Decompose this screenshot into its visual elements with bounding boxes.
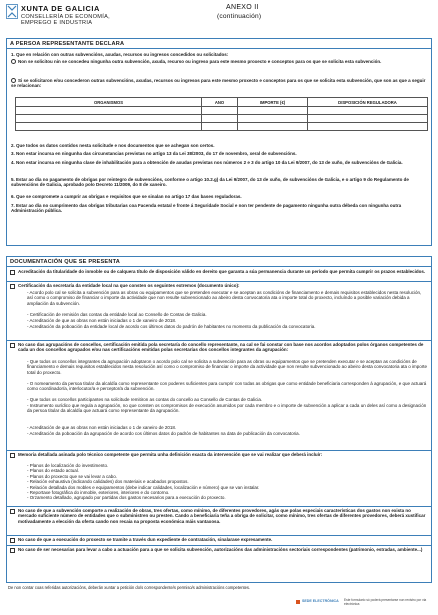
checkbox-title-deed[interactable] (10, 270, 15, 275)
doc-contracting-label: No caso de que a execución do proxecto se tramite a través dun expediente de contratación, sinalarase expresamente. (18, 537, 273, 542)
doc-secretary-cert-c: - Acreditación de que as obras non están iniciadas o 1 de xaneiro de 2018. (27, 318, 177, 323)
doc-secretary-cert-b: - Certificación de remisión das contas da entidade local ao Consello de Contas de Galicia. (27, 312, 207, 317)
footer-brand-name: SEDE ELECTRÓNICA (302, 599, 339, 603)
option-other-aid-label: Si se solicitaron e/ou concederon outras subvencións, axudas, recursos ou ingresos para este mesmo proxecto e conceptos para os que se solicita esta subvención, que son as que a seguir se relacionan: (11, 78, 426, 89)
documentation-section (6, 256, 432, 583)
declaration-item-3: 3. Non estar incursa en ningunha das circunstancias previstas no artigo 13 da Lei 38/2003, do 17 de novembro, xeral de subvencións. (11, 151, 297, 156)
doc-row-secretary-certificate (7, 282, 431, 341)
checkbox-technical-report[interactable] (10, 453, 15, 458)
footer-brand-desc: Este formulario só poderá presentarse nun rexistro por via electrónica (344, 598, 427, 606)
doc-authorizations-label: No caso de ser necesarias para levar a cabo a actuación para a que se solicita subvención, autorizacións das administracións sectoriais correspondentes (patrimonio, estradas, ambiente...) (18, 547, 423, 552)
checkbox-authorizations[interactable] (10, 548, 15, 553)
checkbox-secretary-certificate[interactable] (10, 284, 15, 289)
radio-no-other-aid[interactable] (11, 59, 16, 64)
col-disposicion: DISPOSICIÓN REGULADORA (308, 98, 428, 107)
doc-row-title-deed (7, 268, 431, 282)
col-importe: IMPORTE (€) (238, 98, 308, 107)
doc-grouping-cert-c: - Que todos os concellos participantes na solicitude remitiron as contas do concello ao Consello de Contas de Galicia. (27, 397, 263, 402)
declaration-item-7: 7. Estar ao día no cumprimento das obrigas tributarias coa Facenda estatal e fronte á Seguridade Social e non ter pendente de pagamento ningunha outra débeda con ningunha outra Administración pública. (11, 203, 402, 214)
section-title: DOCUMENTACIÓN QUE SE PRESENTA (7, 257, 431, 267)
list-item: - Planos do proxecto que se vai levar a cabo. (27, 473, 118, 479)
section-title: A PERSOA REPRESENTANTE DECLARA (7, 39, 431, 49)
annex-title: ANEXO II (226, 4, 259, 11)
col-ano: ANO (202, 98, 238, 107)
checkbox-contracting[interactable] (10, 538, 15, 543)
org-dept-line2: EMPREGO E INDUSTRIA (21, 20, 93, 27)
table-row[interactable] (16, 115, 428, 123)
sede-logo-icon (296, 600, 300, 604)
declaration-item-2: 2. Que todos os datos contidos nesta solicitude e nos documentos que se achegan son certos. (11, 143, 215, 148)
other-aid-table (15, 97, 428, 131)
doc-grouping-cert-label: No caso das agrupacións de concellos, certificación emitida pola secretaría do concello representante, na cal se fai constar con base nos acordos adoptados polos órganos competentes de cada un dos concellos agrupados e/ou nas certificacións emitidas polas secretarías dos concellos integrantes da agrupación: (18, 342, 424, 353)
doc-secretary-cert-d: - Acreditación da poboación da entidade local de acordo cos últimos datos do padrón de habitantes no momento da publicación da convocatoria. (27, 324, 316, 329)
table-header-row (16, 98, 428, 107)
list-item: - Reportaxe fotográfica do inmoble, exteriores, interiores e do contorno. (27, 490, 170, 496)
doc-grouping-cert-b: - O nomeamento da persoa titular da alcaldía como representante con poderes suficientes para cumprir con todas as obrigas que como entidade beneficiaria corresponden á agrupación, e que actuará como coordinador/a, interlocutor/a e perceptor/a da subvención. (27, 381, 427, 392)
doc-title-deed-label: Acreditación da titularidade do inmoble ou de calquera título de disposición válido en dereito que garanta a súa permanencia durante un período que permita cumprir os prazos establecidos. (18, 269, 426, 274)
list-item: - Relación detallada dos mobles e equipamentos (debe indicar calidades, localización e número) que se van instalar. (27, 484, 260, 490)
doc-technical-report-items (27, 463, 427, 501)
option-other-aid[interactable] (11, 78, 429, 89)
list-item: - Orzamento detallado, agrupado por partidas dos gastos necesarios para a execución do proxecto. (27, 495, 226, 501)
doc-row-authorizations (7, 546, 431, 561)
footer-note: De non contar coas referidas autorizacións, deberán xuntar a petición do/s correspondente/s permiso/s administracións competentes. (8, 585, 251, 590)
doc-row-three-offers (7, 507, 431, 536)
list-item: - Planos do estado actual. (27, 468, 80, 474)
declaration-item-4: 4. Non estar incursa en ningunha clase de inhabilitación para a obtención de axudas previstas nos números 2 e 3 do artigo 10 da Lei 9/2007, do 13 de xuño, de subvencións de Galicia. (11, 160, 403, 165)
option-no-other-aid[interactable] (11, 59, 429, 64)
declaration-item-1: 1. Que en relación con outras subvencións, axudas, recursos ou ingresos concedidos ou solicitados: (11, 52, 229, 57)
col-organismos: ORGANISMOS (16, 98, 202, 107)
declaration-section (6, 38, 432, 246)
doc-grouping-cert-d: - Instrumento xurídico que regula a agrupación, no que consten os compromisos de execución asumidos por cada membro e o importe de subvención a aplicar a cada un deles así como a designación da persoa titular da alcaldía que actuará como representante da agrupación. (27, 403, 427, 414)
doc-row-grouping-certificate (7, 341, 431, 451)
list-item: - Planos de localización do investimento. (27, 463, 109, 468)
org-dept-line1: CONSELLERÍA DE ECONOMÍA, (21, 14, 110, 20)
doc-grouping-cert-f: - Acreditación da poboación da agrupación de acordo cos últimos datos do padrón de habitantes na data de publicación da convocatoria. (27, 431, 300, 436)
doc-grouping-cert-e: - Acreditación de que as obras non están iniciadas o 1 de xaneiro de 2018. (27, 425, 177, 430)
annex-subtitle: (continuación) (217, 13, 262, 20)
org-department (21, 14, 110, 27)
list-item: - Relación exhaustiva (indicando calidades) dos materiais e acabados propostos. (27, 479, 189, 485)
declaration-item-5: 5. Estar ao día no pagamento de obrigas por reintegro de subvencións, conforme o artigo 10.2.g) da Lei 9/2007, do 13 de xuño, de subvencións de Galicia, e o artigo 9 do Regulamento de subvencións de Galicia, aprobado polo Decreto 11/2009, do 8 de xaneiro. (11, 177, 409, 188)
doc-secretary-cert-a: - Acordo polo cal se solicita a subvención para as obras ou equipamentos que se pretenden executar e se aceptan as condicións de financiamento e demais requisitos establecidos nesta resolución, así como o compromiso de financiar o importe da actividade que non resulte subvencionado ao abeiro desta convocatoria ata o importe total do proxecto, incluíndo a posible variación debida a ampliación da subvención. (27, 290, 422, 306)
doc-row-contracting (7, 536, 431, 546)
doc-three-offers-label: No caso de que a subvención comporte a realización de obras, tres ofertas, como mínimo, de diferentes provedores, agás que polas especiais características dos gastos non exista no mercado suficiente número de entidades que o subministren ou presten. Cando a beneficiaria teña a obriga de solicitar, como mínimo, tres ofertas de diferentes provedores, deberá xustificar motivadamente a elección da oferta cando non recaia na proposta económica máis vantaxosa. (18, 508, 426, 524)
table-row[interactable] (16, 107, 428, 115)
footer-brand (296, 599, 436, 611)
checkbox-three-offers[interactable] (10, 509, 15, 514)
header (6, 3, 432, 33)
doc-technical-report-label: Memoria detallada asinada polo técnico competente que permita unha definición exacta da intervención que se vai realizar que deberá incluír: (18, 452, 323, 457)
table-row[interactable] (16, 123, 428, 131)
option-no-other-aid-label: Non se solicitou nin se concedeu ningunha outra subvención, axuda, recurso ou ingreso para este mesmo proxecto e conceptos para os que se solicita esta subvención. (18, 59, 382, 64)
radio-other-aid[interactable] (11, 78, 16, 83)
xunta-logo-icon (6, 4, 18, 19)
doc-grouping-cert-a: - Que todos os concellos integrantes da agrupación adoptaron o acordo polo cal se solicita a subvención para as obras ou equipamentos que se pretenden executar e se aceptan as condicións de financiamento e demais requisitos establecidos nesta resolución así como o compromiso de financiar o importe da actividade que non resulte subvencionado ao abeiro desta convocatoria ata o importe total do proxecto. (27, 359, 427, 375)
checkbox-grouping-certificate[interactable] (10, 343, 15, 348)
declaration-item-6: 6. Que se compromete a cumprir as obrigas e requisitos que se sinalan no artigo 17 das bases reguladoras. (11, 194, 242, 199)
org-name: XUNTA DE GALICIA (21, 4, 100, 13)
doc-secretary-cert-label: Certificación da secretaría da entidade local na que consten os seguintes extremos (documento único): (18, 283, 240, 288)
doc-row-technical-report (7, 451, 431, 507)
